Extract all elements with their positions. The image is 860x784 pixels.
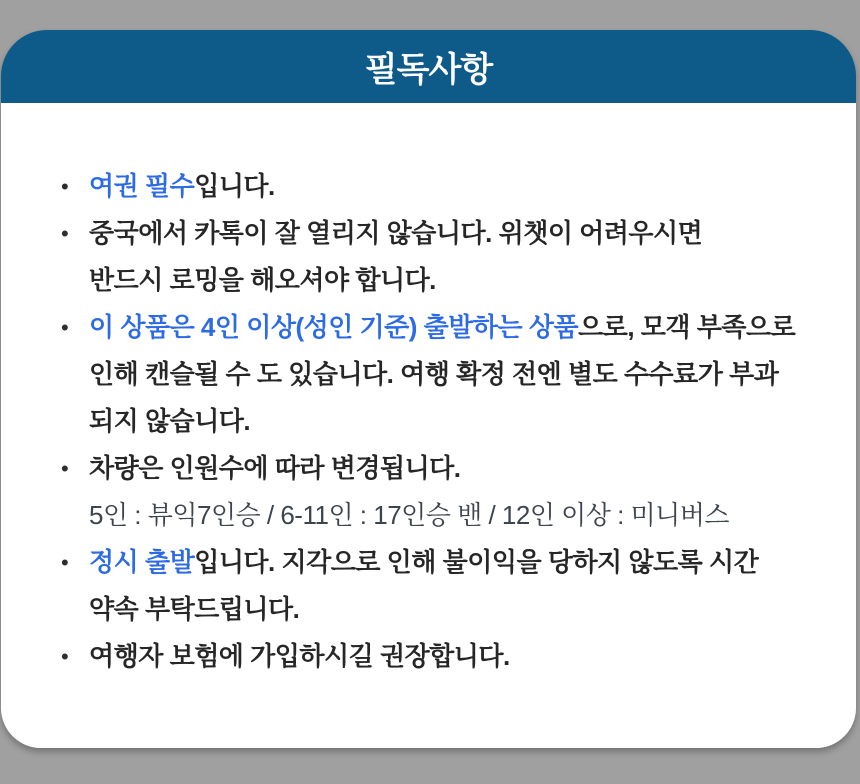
notice-item bbox=[61, 163, 832, 210]
text-segment-dark: 중국에서 카톡이 잘 열리지 않습니다. 위챗이 어려우시면 bbox=[89, 218, 703, 248]
text-segment-dark: 되지 않습니다. bbox=[89, 406, 251, 436]
text-segment-accent: 정시 출발 bbox=[89, 547, 195, 577]
notice-item bbox=[61, 539, 832, 633]
notice-line bbox=[89, 351, 832, 398]
notice-line bbox=[89, 398, 832, 445]
text-segment-dark: 인해 캔슬될 수 도 있습니다. 여행 확정 전엔 별도 수수료가 부과 bbox=[89, 359, 779, 389]
text-segment-dark: 약속 부탁드립니다. bbox=[89, 594, 300, 624]
notice-line bbox=[89, 445, 832, 492]
text-segment-dark: 입니다. bbox=[194, 171, 275, 201]
notice-line bbox=[89, 586, 832, 633]
text-segment-accent: 이 상품은 4인 이상(성인 기준) 출발하는 상품 bbox=[89, 312, 579, 342]
notice-line bbox=[89, 163, 832, 210]
notice-text bbox=[89, 633, 832, 680]
notice-text bbox=[89, 163, 832, 210]
text-segment-dark: 차량은 인원수에 따라 변경됩니다. bbox=[89, 453, 461, 483]
notice-list bbox=[61, 163, 832, 680]
text-segment-dark: 반드시 로밍을 해오셔야 합니다. bbox=[89, 265, 436, 295]
bullet-icon: • bbox=[61, 550, 69, 575]
text-segment-accent: 여권 필수 bbox=[89, 171, 195, 201]
page-title: 필독사항 bbox=[364, 51, 493, 89]
notice-line bbox=[89, 492, 832, 539]
bullet-icon: • bbox=[61, 644, 69, 669]
bullet-icon: • bbox=[61, 221, 69, 246]
notice-item bbox=[61, 445, 832, 539]
notice-text bbox=[89, 539, 832, 633]
text-segment-plain: 5인 : 뷰익7인승 / 6-11인 : 17인승 밴 / 12인 이상 : 미니버스 bbox=[89, 500, 730, 530]
notice-card bbox=[1, 30, 856, 748]
notice-text bbox=[89, 210, 832, 304]
bullet-icon: • bbox=[61, 315, 69, 340]
notice-line bbox=[89, 257, 832, 304]
bullet-icon: • bbox=[61, 456, 69, 481]
notice-item bbox=[61, 210, 832, 304]
notice-header bbox=[1, 30, 856, 103]
notice-text bbox=[89, 445, 832, 539]
notice-line bbox=[89, 304, 832, 351]
text-segment-dark: 으로, 모객 부족으로 bbox=[578, 312, 796, 342]
text-segment-dark: 입니다. 지각으로 인해 불이익을 당하지 않도록 시간 bbox=[194, 547, 759, 577]
notice-item bbox=[61, 304, 832, 445]
bullet-icon: • bbox=[61, 174, 69, 199]
notice-line bbox=[89, 210, 832, 257]
notice-body bbox=[1, 103, 856, 748]
text-segment-dark: 여행자 보험에 가입하시길 권장합니다. bbox=[89, 641, 510, 671]
notice-line bbox=[89, 539, 832, 586]
notice-line bbox=[89, 633, 832, 680]
notice-item bbox=[61, 633, 832, 680]
notice-text bbox=[89, 304, 832, 445]
